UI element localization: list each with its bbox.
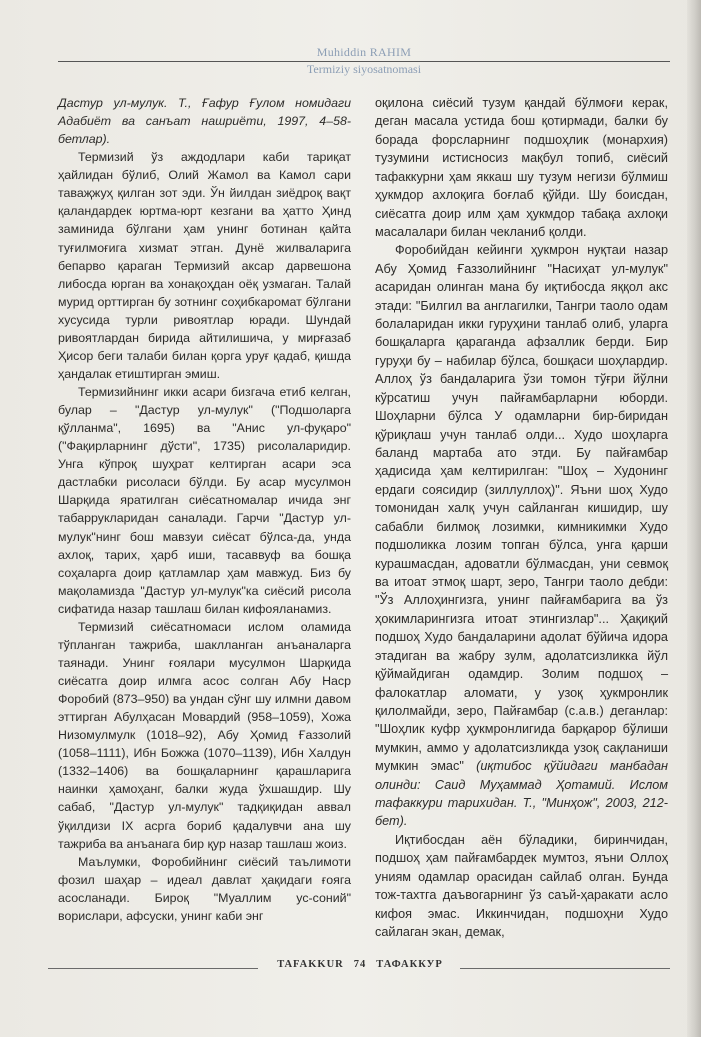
header-series-title: Termiziy siyosatnomasi [306,62,422,76]
paragraph-text: оқилона сиёсий тузум қандай бўлмоғи керак, деган масала устида бош қотирмади, балки бу борада форсларнинг подшоҳлик (монархия) тузумини истисносиз мақбул топиб, сиёсий тафаккурни ҳам яккаш шу тузум негизи бўлмиш ҳукмдор ахлоқига боғлаб қўйди. Шу боисдан, сиёсатга доир илм ҳам ҳукмдор табақа ахлоқи масалалари билан чекланиб қолди. [375,96,668,239]
binding-shadow [687,0,701,1037]
paragraph: Иқтибосдан аён бўладики, биринчидан, подшоҳ ҳам пайғамбардек мумтоз, яъни Оллоҳ униям одамлар орасидан сайлаб олган. Бунда тож-тахтга даъвогарнинг ўз саъй-ҳаракати асло кифоя эмас. Иккинчидан, подшоҳни Худо сайлаган экан, демак, [375,832,668,939]
right-column [375,94,668,941]
running-header [58,45,670,76]
page-footer [48,957,670,977]
quote-source: (иқтибос қўйидаги манбадан олинди: Саид Муҳаммад Ҳотамий. Ислом тафаккури тарихидан. Т., "Минҳож", 2003, 212-бет). [375,759,669,829]
left-column [58,94,351,925]
header-author: Muhiddin RAHIM [316,45,412,59]
paragraph-continued [375,94,668,241]
footer-label [260,959,460,970]
paragraph-with-quote [375,241,668,831]
paragraph: Термизий сиёсатномаси ислом оламида тўпланган тажриба, шаклланган анъаналарга таянади. Унинг ғоялари мусулмон Шарқида сиёсатга доир илмга асос солган Абу Наср Форобий (873–950) ва ундан сўнг шу илмни давом эттирган Абулҳасан Мовардий (958–1059), Хожа Низомулмулк (1018–92), Абу Ҳомид Ғаззолий (1058–1111), Ибн Божжа (1070–1139), Ибн Халдун (1332–1406) ва бошқаларнинг қарашларига наинки ҳамоҳанг, балки жуда ўхшашдир. Шу сабаб, "Дастур ул-мулук" тадқиқидан аввал ўқилдизи IX асрга бориб қадалувчи ана шу тажриба ва анъанага бир қур назар ташлаш жоиз. [58,619,351,851]
footer-rule-left [48,968,258,969]
page-number: 74 [353,959,367,970]
quote-text: Форобийдан кейинги ҳукмрон нуқтаи назар Абу Ҳомид Ғаззолийнинг "Насиҳат ул-мулук" асаридан олинган мана бу иқтибосда яққол акс этади: "Билгил ва англагилки, Тангри таоло одам болаларидан икки гуруҳини танлаб олиб, уларга бошқаларга қараганда афзаллик берди. Бир гуруҳи бу – набилар бўлса, бошқаси шоҳлардир. Аллоҳ ўз бандаларига ўзи томон тўғри йўлни кўрсатиш учун пайғамбарларни юборди. Шоҳларни бўлса У одамларни бир-биридан қўриқлаш учун танлаб олди... Худо шоҳларга баланд мартаба ато этди. Бу пайғамбар ҳадисида ҳам келтирилган: "Шоҳ – Худонинг ердаги соясидир (зиллуллоҳ)". Яъни шоҳ Худо томонидан халқ учун сайланган кишидир, шу сабабли билмоқ лозимки, кимникимки Худо подшоликка лозим топган бўлса, унга қарши курашмасдан, адоватли бўлмасдан, уни севмоқ ва итоат этмоқ шарт, зеро, Тангри таоло дебди: "Ўз Аллоҳингизга, унинг пайғамбарига ва ўз ҳокимларингизга итоат этингизлар"... Ҳақиқий подшоҳ Худо бандаларини адолат бўйича идора этадиган ва жабру зулм, адолатсизликка йўл қўймайдиган одамдир. Золим подшоҳ – фалокатлар аломати, у узоқ ҳукмронлик қилолмайди, зеро, Пайғамбар (с.а.в.) деганлар: "Шоҳлик куфр ҳукмронлигида барқарор бўлиши мумкин, аммо у адолатсизликда узоқ сақланиши мумкин эмас" [375,243,668,774]
paragraph: Термизийнинг икки асари бизгача етиб келган, булар – "Дастур ул-мулук" ("Подшоларга қўлланма", 1695) ва "Анис ул-фуқаро" ("Фақирларнинг дўсти", 1735) рисолаларидир. Унга кўпроқ шуҳрат келтирган асари эса дастлабки рисоласи бўлди. Бу асар мусулмон Шарқида яратилган сиёсатномалар ичида энг табаррукларидан саналади. Гарчи "Дастур ул-мулук"нинг бош мавзуи сиёсат бўлса-да, унда ахлоқ, тарих, ҳарб иши, тасаввуф ва бошқа соҳаларга доир қатламлар ҳам мавжуд. Биз бу мақоламизда "Дастур ул-мулук"ка сиёсий рисола сифатида назар ташлаш билан кифояланамиз. [58,385,351,616]
footer-latin-title: TAFAKKUR [277,959,344,970]
footer-cyrillic-title: ТАФАККУР [376,959,443,970]
reference-citation: Дастур ул-мулук. Т., Ғафур Ғулом номидаги Адабиёт ва санъат нашриёти, 1997, 4–58-бетлар). [58,96,351,147]
footer-rule-right [460,968,670,969]
paragraph: Термизий ўз аждодлари каби тариқат ҳайлидан бўлиб, Олий Жамол ва Камол сари таваҗжуҳ қилган зот эди. Ўн йилдан зиёдроқ вақт қаландардек юртма-юрт кезгани ва ҳатто Ҳинд заминида бўлгани ҳам унинг ботинан қайта туғилмоғига хизмат этган. Дунё жилваларига бепарво қараган Термизий аксар дарвешона либосда юрган ва хонақоҳдан оёқ узмаган. Талай мурид орттирган бу зотнинг соҳибкаромат бўлгани хусусида турли ривоятлар юради. Шундай ривоятлардан бирида айтилишича, у мирғазаб Ҳисор беги талаби билан қорга уруғ қадаб, қишда ҳандалак етиштирган эмиш. [58,150,351,381]
paragraph: Маълумки, Форобийнинг сиёсий таълимоти фозил шаҳар – идеал давлат ҳақидаги ғояга асосланади. Бироқ "Муаллим ус-соний" ворислари, афсуски, унинг каби энг [58,854,351,923]
